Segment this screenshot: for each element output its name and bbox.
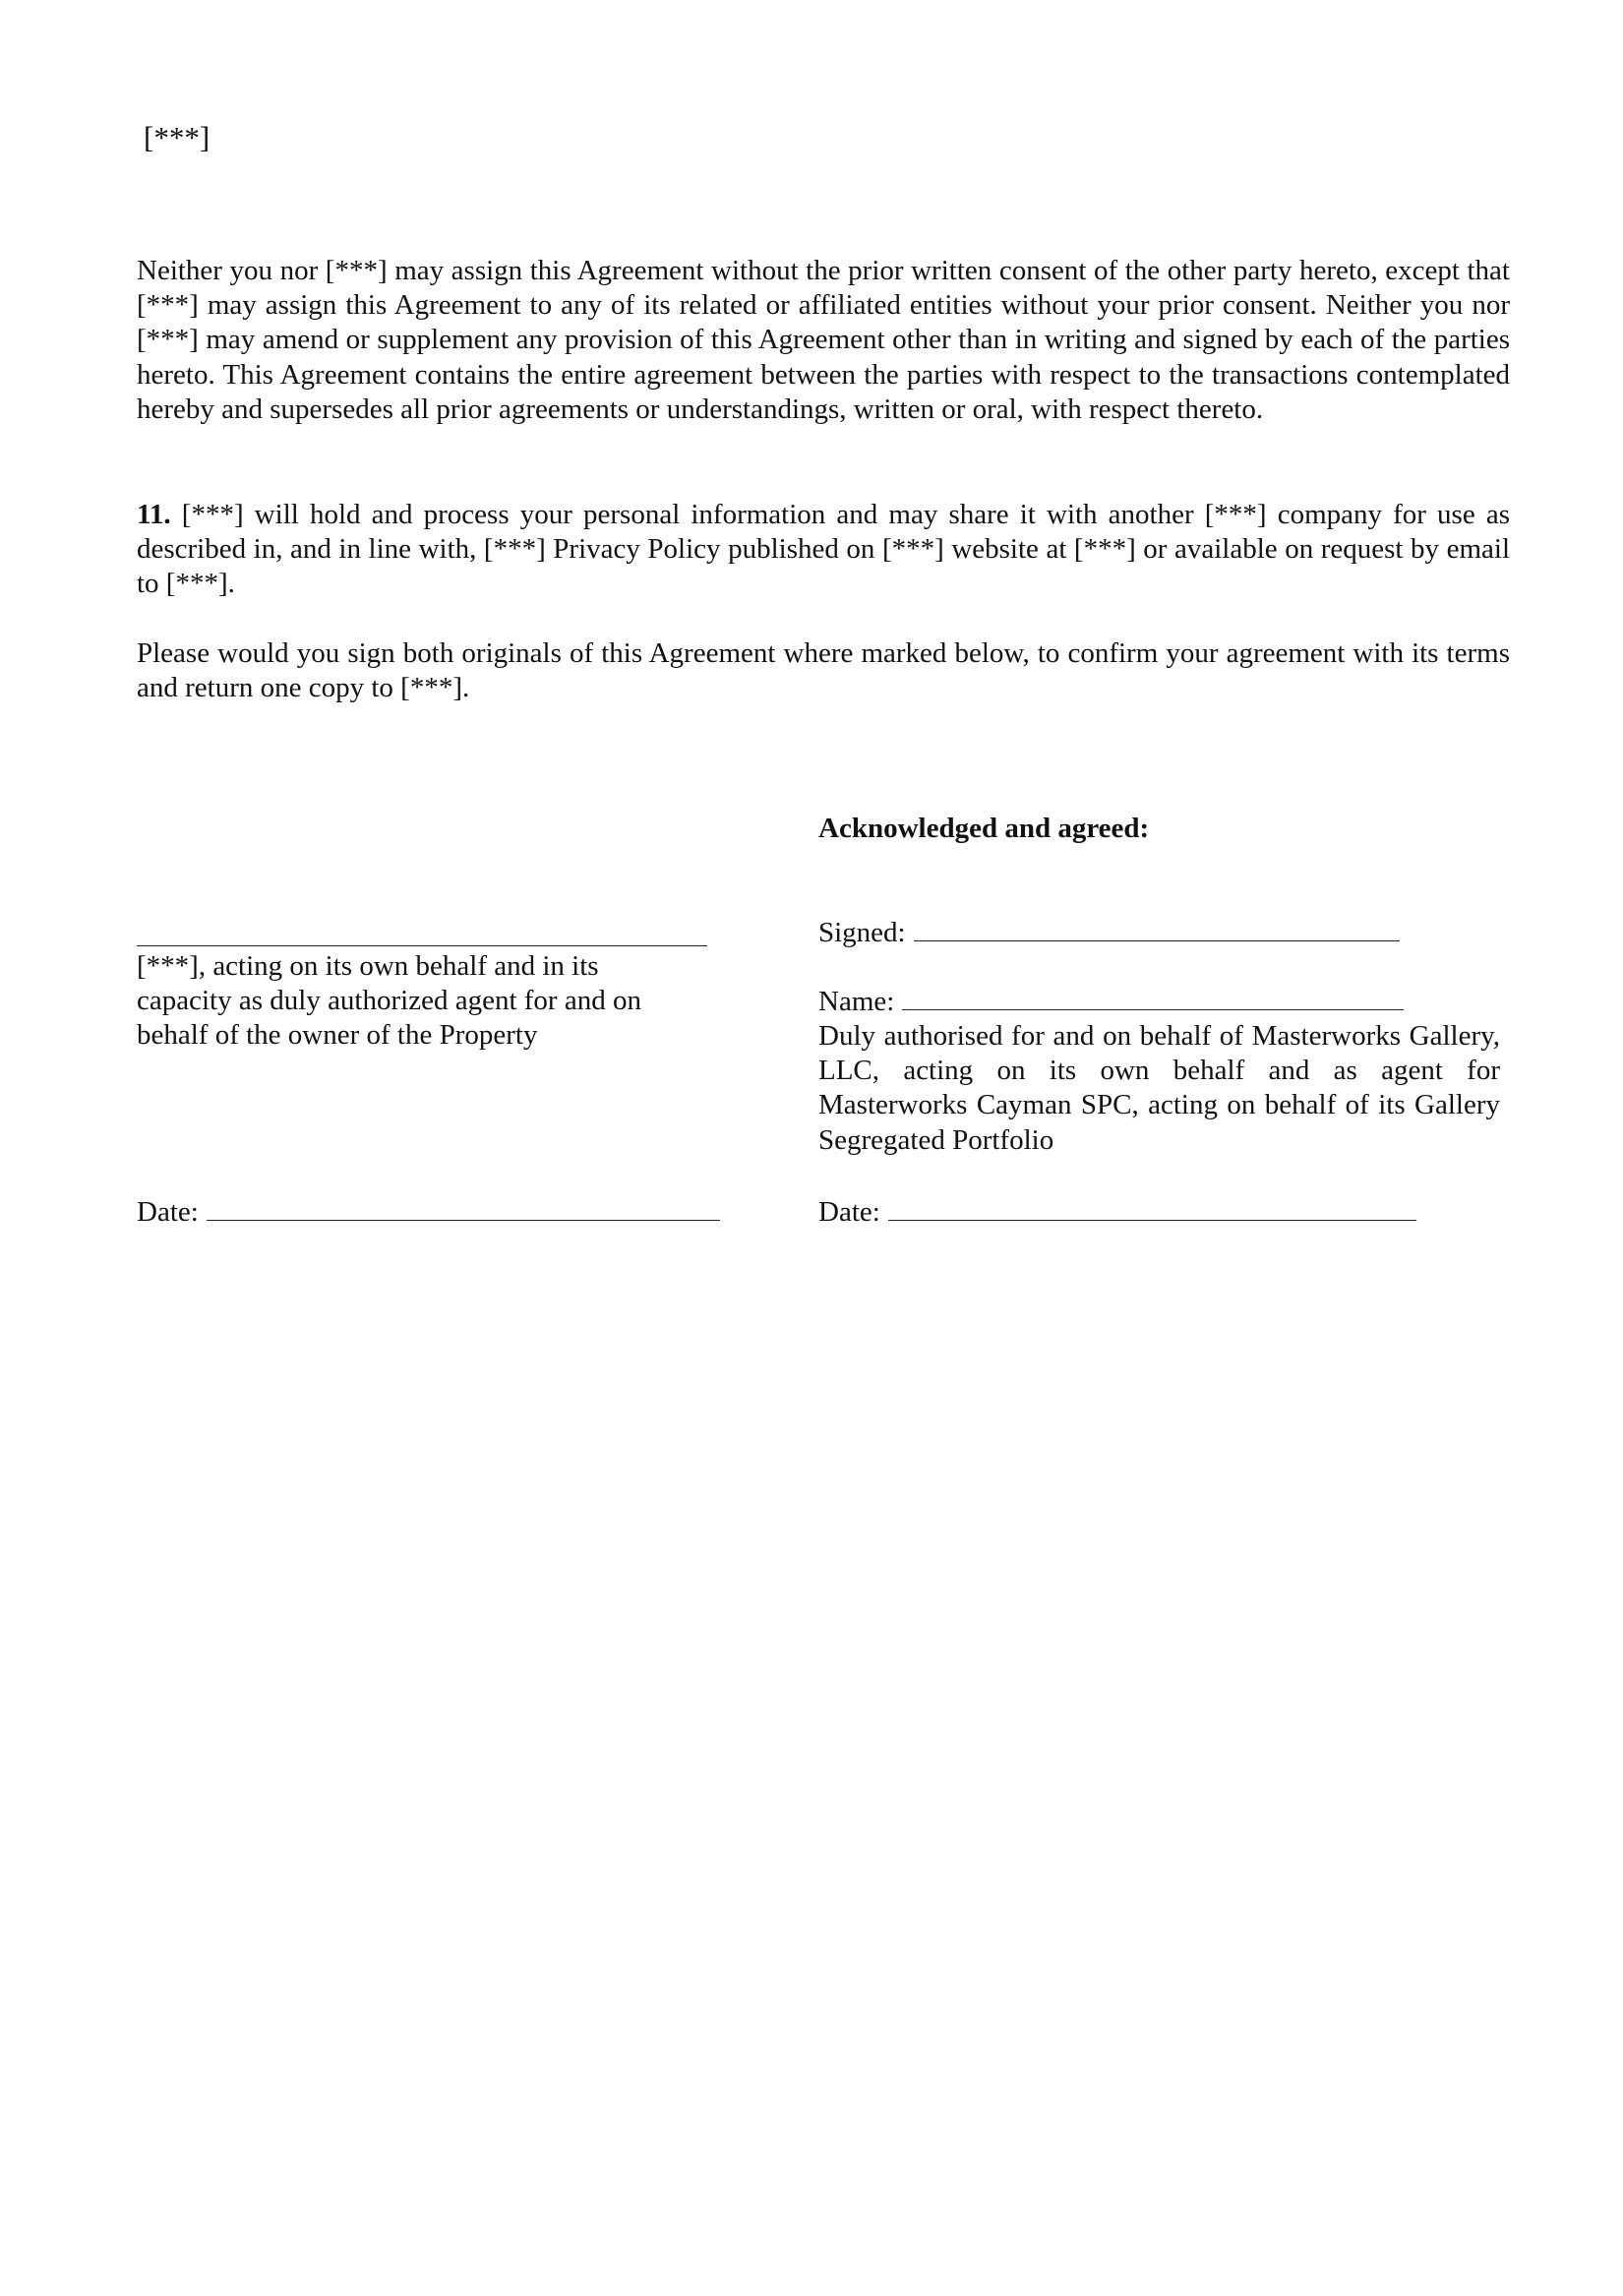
right-date-blank-line: [888, 1196, 1416, 1221]
left-date-label: Date:: [137, 1196, 199, 1228]
redacted-header-mark: [***]: [144, 120, 210, 154]
right-date-label: Date:: [818, 1196, 880, 1228]
clause-number: 11.: [137, 499, 171, 530]
signed-blank-line: [914, 917, 1400, 941]
right-signatory-caption: Duly authorised for and on behalf of Masterworks Gallery, LLC, acting on its own behalf and as agent for Masterworks Cayman SPC, acting on behalf of its Gallery Segregated Portfolio: [818, 1020, 1500, 1156]
name-blank-line: [902, 986, 1404, 1010]
acknowledged-heading: Acknowledged and agreed:: [818, 813, 1150, 844]
name-field: [818, 984, 1404, 1019]
assignment-clause-paragraph: Neither you nor [***] may assign this Agreement without the prior written consent of the other party hereto, except that [***] may assign this Agreement to any of its related or affiliated entities without your prior consent. Neither you nor [***] may amend or supplement any provision of this Agreement other than in writing and signed by each of the parties hereto. This Agreement contains the entire agreement between the parties with respect to the transactions contemplated hereby and supersedes all prior agreements or understandings, written or oral, with respect thereto.: [137, 255, 1510, 425]
name-label: Name:: [818, 986, 895, 1017]
signed-label: Signed:: [818, 917, 906, 948]
left-date-field: [137, 1194, 720, 1230]
privacy-clause-text: [***] will hold and process your personal information and may share it with another [***] company for use as described in, and in line with, [***] Privacy Policy published on [***] website at [***] or available on request by email to [***].: [137, 499, 1510, 600]
left-date-blank-line: [207, 1196, 720, 1221]
signing-instruction-paragraph: Please would you sign both originals of this Agreement where marked below, to confirm your agreement with its terms and return one copy to [***].: [137, 637, 1510, 704]
privacy-clause-paragraph: [137, 498, 1510, 602]
right-date-field: [818, 1194, 1416, 1230]
left-signatory-caption: [***], acting on its own behalf and in its capacity as duly authorized agent for and on behalf of the owner of the Property: [137, 950, 641, 1052]
signed-field: [818, 915, 1400, 950]
left-signature-line: [137, 945, 707, 946]
